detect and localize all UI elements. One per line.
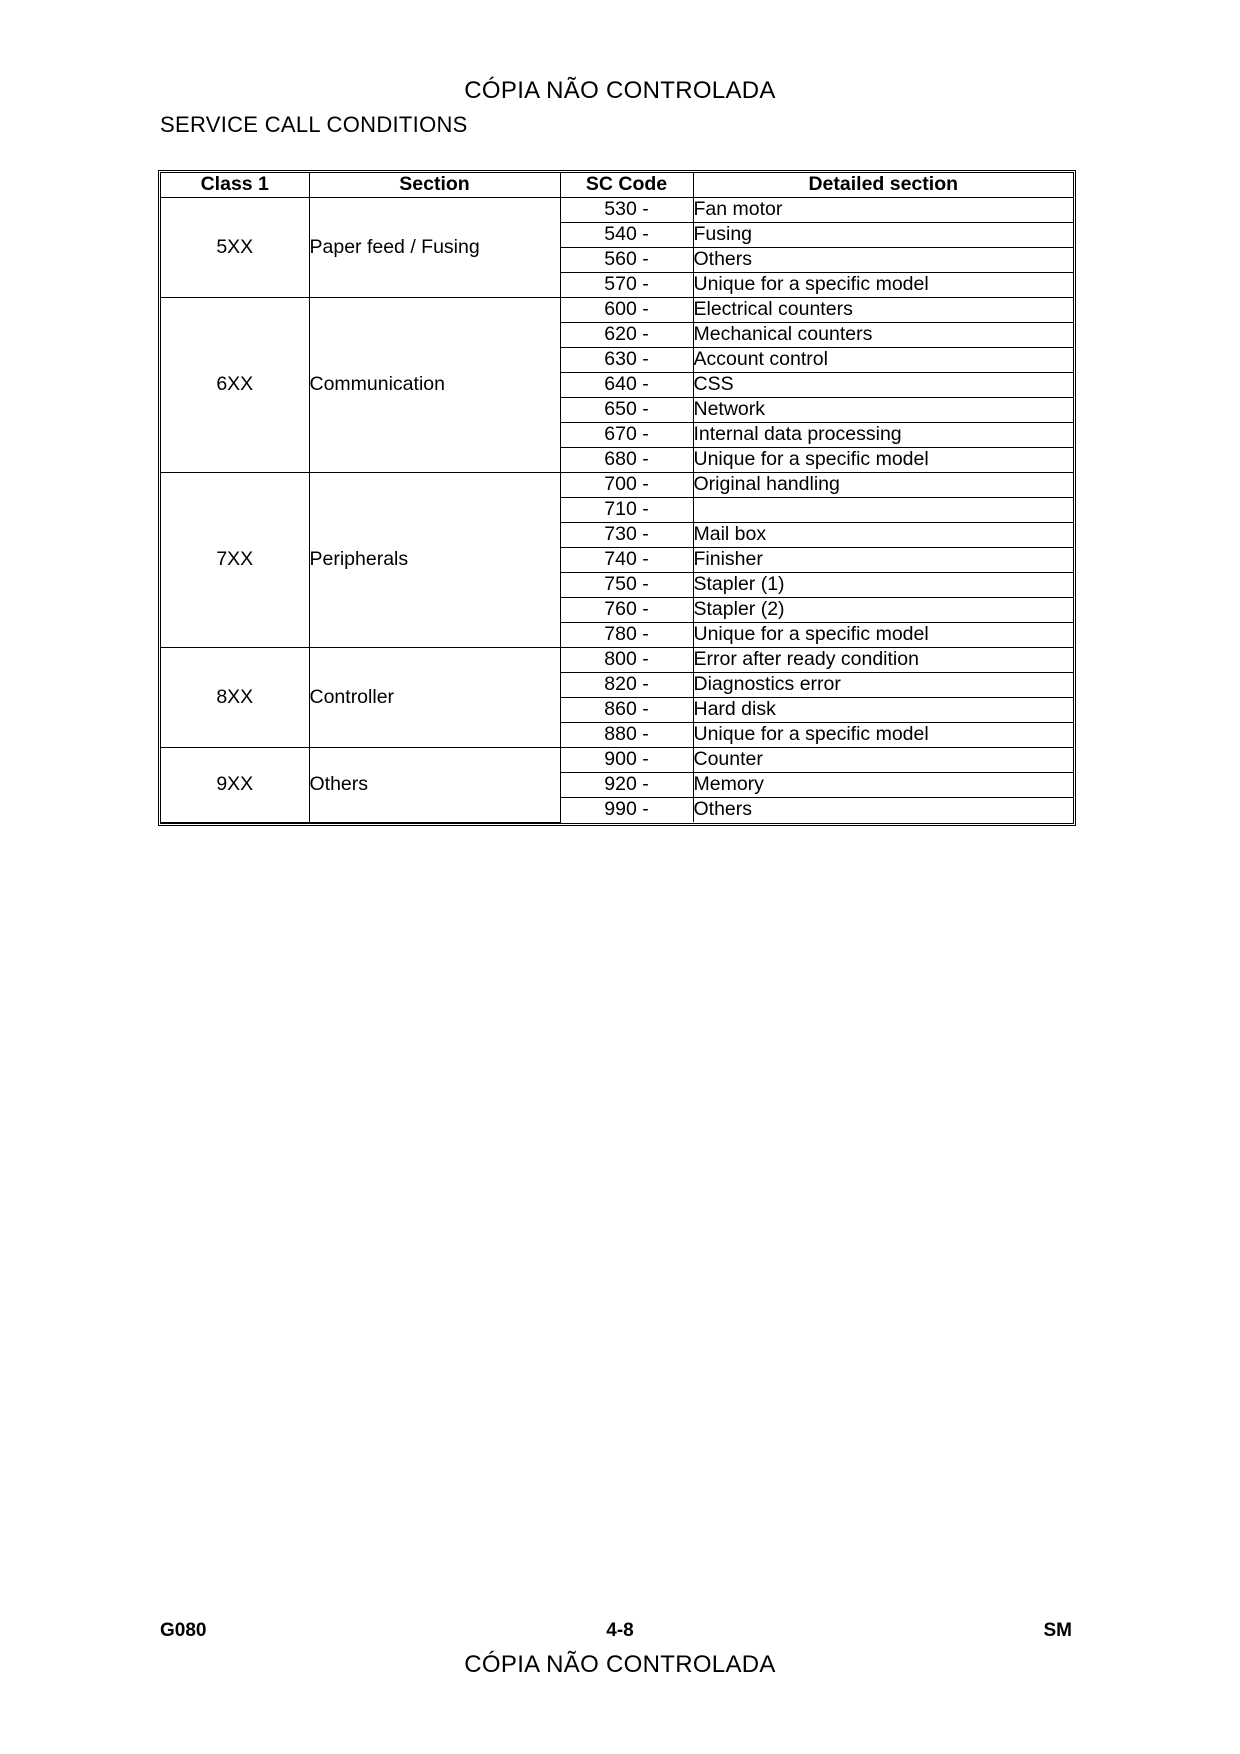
footer-page-number: 4-8 [606, 1620, 634, 1641]
detailed-section-cell: CSS [693, 373, 1073, 398]
section-cell: Peripherals [309, 473, 560, 648]
detailed-section-cell: Stapler (2) [693, 598, 1073, 623]
section-cell: Others [309, 748, 560, 823]
section-cell: Communication [309, 298, 560, 473]
page-title: SERVICE CALL CONDITIONS [160, 112, 468, 137]
sc-code-cell: 860 - [560, 698, 693, 723]
sc-code-cell: 710 - [560, 498, 693, 523]
watermark-top: CÓPIA NÃO CONTROLADA [464, 77, 776, 104]
table-header-row [161, 173, 1073, 198]
footer-model-code: G080 [160, 1620, 207, 1641]
detailed-section-cell: Unique for a specific model [693, 273, 1073, 298]
service-call-table [161, 173, 1073, 823]
detailed-section-cell: Account control [693, 348, 1073, 373]
column-header-section: Section [309, 173, 560, 198]
table-row [161, 298, 1073, 323]
detailed-section-cell: Unique for a specific model [693, 623, 1073, 648]
detailed-section-cell: Others [693, 248, 1073, 273]
service-call-table-frame [158, 170, 1076, 826]
sc-code-cell: 530 - [560, 198, 693, 223]
sc-code-cell: 990 - [560, 798, 693, 823]
watermark-bottom: CÓPIA NÃO CONTROLADA [464, 1651, 776, 1678]
sc-code-cell: 880 - [560, 723, 693, 748]
sc-code-cell: 700 - [560, 473, 693, 498]
detailed-section-cell: Network [693, 398, 1073, 423]
sc-code-cell: 540 - [560, 223, 693, 248]
class-cell: 7XX [161, 473, 309, 648]
table-row [161, 748, 1073, 773]
sc-code-cell: 740 - [560, 548, 693, 573]
detailed-section-cell: Internal data processing [693, 423, 1073, 448]
detailed-section-cell: Stapler (1) [693, 573, 1073, 598]
detailed-section-cell: Hard disk [693, 698, 1073, 723]
detailed-section-cell: Memory [693, 773, 1073, 798]
detailed-section-cell: Unique for a specific model [693, 448, 1073, 473]
sc-code-cell: 600 - [560, 298, 693, 323]
detailed-section-cell: Diagnostics error [693, 673, 1073, 698]
class-cell: 9XX [161, 748, 309, 823]
sc-code-cell: 820 - [560, 673, 693, 698]
sc-code-cell: 630 - [560, 348, 693, 373]
sc-code-cell: 780 - [560, 623, 693, 648]
table-row [161, 198, 1073, 223]
detailed-section-cell: Fan motor [693, 198, 1073, 223]
detailed-section-cell: Others [693, 798, 1073, 823]
sc-code-cell: 920 - [560, 773, 693, 798]
table-body [161, 198, 1073, 823]
sc-code-cell: 750 - [560, 573, 693, 598]
detailed-section-cell: Unique for a specific model [693, 723, 1073, 748]
detailed-section-cell: Fusing [693, 223, 1073, 248]
detailed-section-cell: Electrical counters [693, 298, 1073, 323]
sc-code-cell: 670 - [560, 423, 693, 448]
detailed-section-cell: Mechanical counters [693, 323, 1073, 348]
column-header-detailed-section: Detailed section [693, 173, 1073, 198]
sc-code-cell: 800 - [560, 648, 693, 673]
sc-code-cell: 680 - [560, 448, 693, 473]
section-cell: Paper feed / Fusing [309, 198, 560, 298]
sc-code-cell: 730 - [560, 523, 693, 548]
sc-code-cell: 640 - [560, 373, 693, 398]
detailed-section-cell [693, 498, 1073, 523]
sc-code-cell: 650 - [560, 398, 693, 423]
footer-manual-code: SM [1043, 1620, 1072, 1641]
detailed-section-cell: Mail box [693, 523, 1073, 548]
class-cell: 5XX [161, 198, 309, 298]
class-cell: 8XX [161, 648, 309, 748]
sc-code-cell: 620 - [560, 323, 693, 348]
sc-code-cell: 560 - [560, 248, 693, 273]
table-row [161, 473, 1073, 498]
table-row [161, 648, 1073, 673]
sc-code-cell: 570 - [560, 273, 693, 298]
column-header-sc-code: SC Code [560, 173, 693, 198]
class-cell: 6XX [161, 298, 309, 473]
detailed-section-cell: Finisher [693, 548, 1073, 573]
detailed-section-cell: Error after ready condition [693, 648, 1073, 673]
detailed-section-cell: Original handling [693, 473, 1073, 498]
sc-code-cell: 760 - [560, 598, 693, 623]
column-header-class: Class 1 [161, 173, 309, 198]
sc-code-cell: 900 - [560, 748, 693, 773]
detailed-section-cell: Counter [693, 748, 1073, 773]
section-cell: Controller [309, 648, 560, 748]
